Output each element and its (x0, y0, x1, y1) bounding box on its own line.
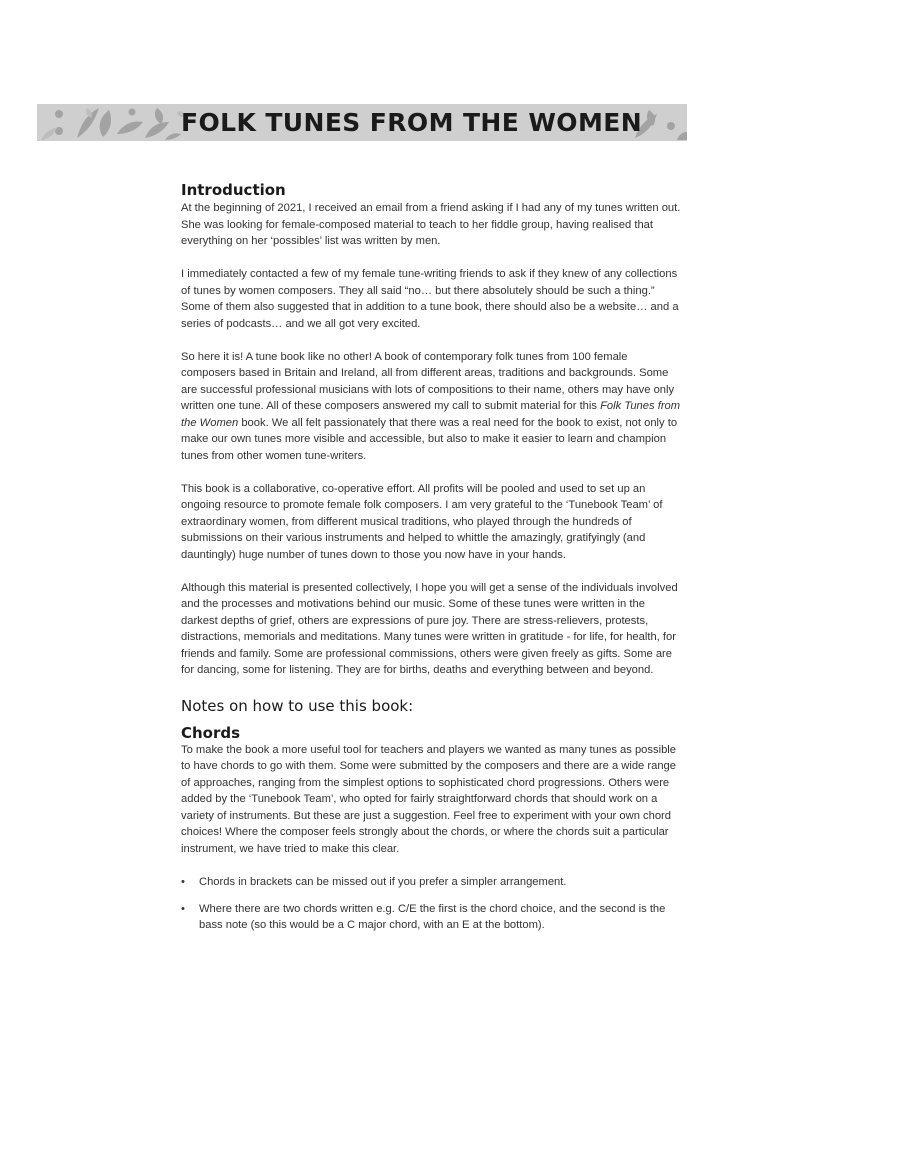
intro-paragraph-5: Although this material is presented collectively, I hope you will get a sense of the individuals involved and the processes and motivations behind our music. Some of these tunes were written in the darkest depths of grief, others are expressions of pure joy. There are stress-relievers, protests, distractions, memorials and meditations. Many tunes were written in gratitude - for life, for health, for friends and family. Some are professional commissions, others were given freely as gifts. Some are for dancing, some for listening. They are for births, deaths and everything between and beyond. (181, 581, 678, 676)
document-body (181, 180, 681, 934)
list-item (181, 901, 681, 934)
intro-paragraph-3-start: So here it is! A tune book like no other! A book of contemporary folk tunes from 100 female composers based in Britain and Ireland, all from different areas, traditions and backgrounds. Some are successful professional musicians with lots of compositions to their name, others may have only written one tune. All of these composers answered my call to submit material for this (181, 350, 675, 412)
title-banner (37, 104, 687, 141)
intro-paragraph-2: I immediately contacted a few of my female tune-writing friends to ask if they knew of any collections of tunes by women composers. They all said “no… but there absolutely should be such a thing.” Some of them also suggested that in addition to a tune book, there should also be a website… and a series of podcasts… and we all got very excited. (181, 268, 679, 330)
introduction-heading: Introduction (181, 181, 286, 199)
page-title: FOLK TUNES FROM THE WOMEN (181, 108, 643, 137)
bullet-icon: • (181, 902, 185, 915)
intro-paragraph-3 (181, 349, 681, 465)
notes-heading: Notes on how to use this book: (181, 696, 414, 715)
chords-heading: Chords (181, 723, 241, 742)
intro-paragraph-1: At the beginning of 2021, I received an email from a friend asking if I had any of my tunes written out. She was looking for female-composed material to teach to her fiddle group, having realised that everything on her ‘possibles’ list was written by men. (181, 202, 681, 247)
intro-paragraph-3-end: book. We all felt passionately that there was a real need for the book to exist, not only to make our own tunes more visible and accessible, but also to make it easier to learn and champion tunes from other women tune-writers. (181, 416, 678, 462)
list-item-text: Where there are two chords written e.g. C/E the first is the chord choice, and the second is the bass note (so this would be a C major chord, with an E at the bottom). (199, 902, 666, 931)
bullet-icon: • (181, 876, 185, 888)
chords-bullet-list (181, 874, 681, 934)
chords-paragraph: To make the book a more useful tool for teachers and players we wanted as many tunes as possible to have chords to go with them. Some were submitted by the composers and there are a wide range of approaches, ranging from the simplest options to sophisticated chord progressions. Others were added by the ‘Tunebook Team’, who opted for fairly straightforward chords that should work on a variety of instruments. But these are just a suggestion. Feel free to experiment with your own chord choices! Where the composer feels strongly about the chords, or where the chords suit a particular instrument, we have tried to make this clear. (181, 743, 677, 855)
intro-paragraph-4: This book is a collaborative, co-operative effort. All profits will be pooled and used to set up an ongoing resource to promote female folk composers. I am very grateful to the ‘Tunebook Team’ of extraordinary women, from different musical traditions, who played through the hundreds of submissions on their various instruments and helped to whittle the amazingly, gratifyingly (and dauntingly) huge number of tunes down to those you now have in your hands. (181, 482, 663, 561)
list-item-text: Chords in brackets can be missed out if you prefer a simpler arrangement. (199, 876, 567, 888)
list-item (181, 874, 681, 891)
book-title-italic: Folk Tunes from the Women (181, 400, 681, 429)
